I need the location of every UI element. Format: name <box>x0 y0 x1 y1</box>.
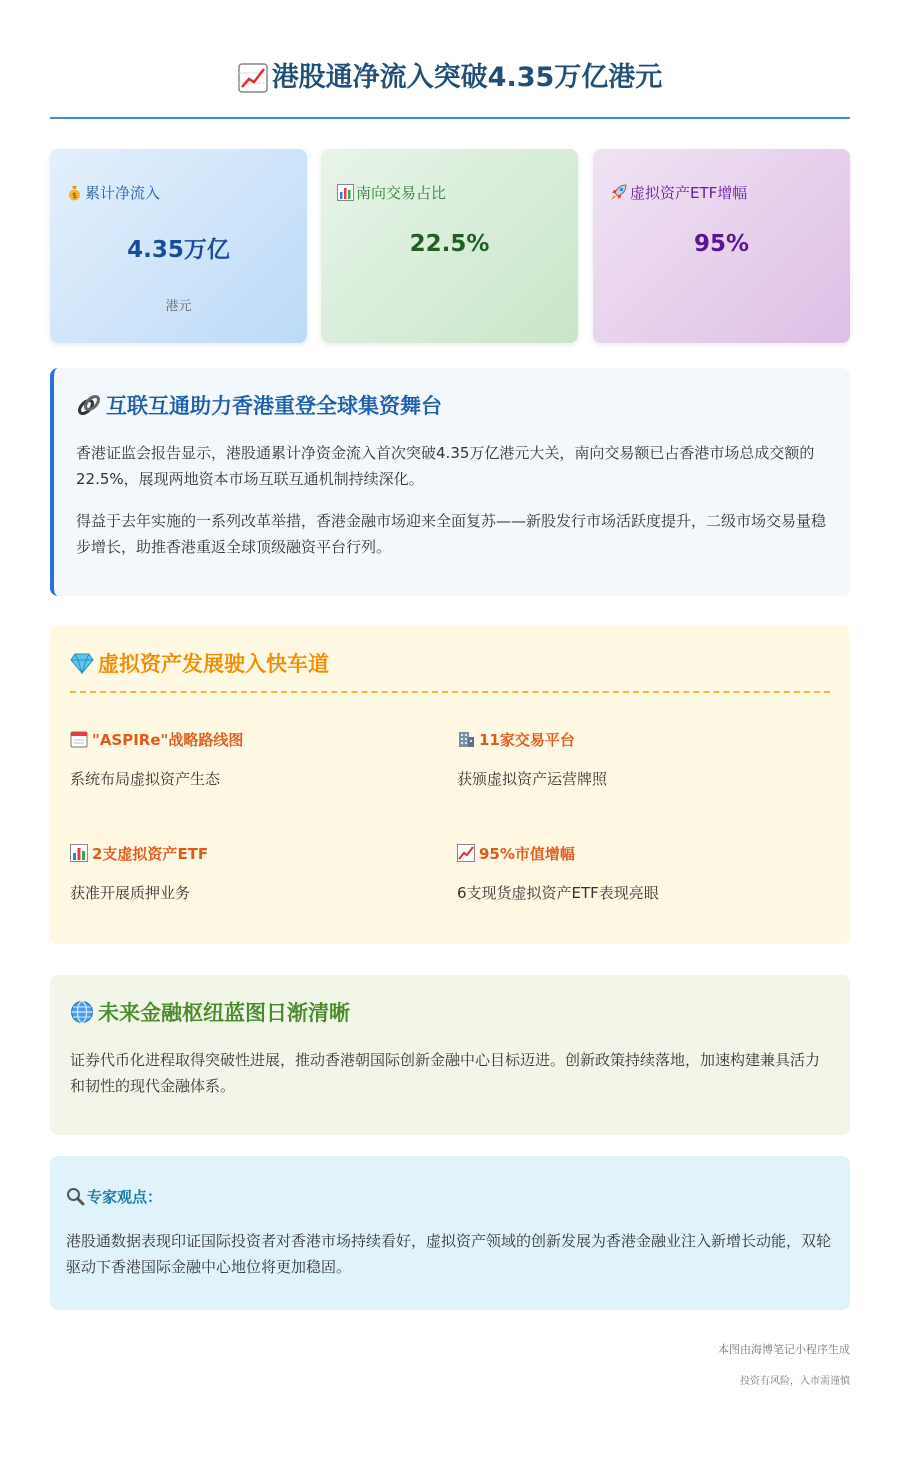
virtual-item-desc: 获准开展质押业务 <box>70 884 191 902</box>
connect-heading-text: 互联互通助力香港重登全球集资舞台 <box>106 394 442 418</box>
connect-paragraph-2: 得益于去年实施的一系列改革举措，香港金融市场迎来全面复苏——新股发行市场活跃度提升，二级市场交易量稳步增长，助推香港重返全球顶级融资平台行列。 <box>76 512 827 556</box>
connect-section <box>50 368 850 596</box>
stat-value-net-inflow: 4.35万亿 <box>127 237 230 263</box>
footer-risk-warning: 投资有风险，入市需谨慎 <box>740 1376 850 1387</box>
stat-unit-net-inflow: 港元 <box>165 299 192 314</box>
footer-generated-by: 本图由海博笔记小程序生成 <box>718 1343 850 1356</box>
virtual-item-title: 2支虚拟资产ETF <box>92 844 209 863</box>
future-section <box>50 975 850 1135</box>
virtual-assets-section <box>50 626 850 944</box>
stat-label-etf-growth: 虚拟资产ETF增幅 <box>630 184 748 202</box>
connect-paragraph-1: 香港证监会报告显示，港股通累计净资金流入首次突破4.35万亿港元大关，南向交易额已占香港市场总成交额的22.5%，展现两地资本市场互联互通机制持续深化。 <box>76 444 815 488</box>
stat-value-etf-growth: 95% <box>693 231 750 257</box>
virtual-item <box>457 726 817 789</box>
future-paragraph: 证券代币化进程取得突破性进展，推动香港朝国际创新金融中心目标迈进。创新政策持续落地，加速构建兼具活力和韧性的现代金融体系。 <box>70 1051 821 1095</box>
expert-heading <box>66 1186 162 1207</box>
virtual-item-desc: 系统布局虚拟资产生态 <box>70 770 221 788</box>
magnifier-icon <box>66 1187 85 1206</box>
future-heading <box>70 997 350 1027</box>
virtual-item-desc: 6支现货虚拟资产ETF表现亮眼 <box>457 884 659 902</box>
virtual-item-title: "ASPIRe"战略路线图 <box>92 730 244 749</box>
stat-label-net-inflow: 累计净流入 <box>85 184 161 202</box>
bar-chart-icon <box>337 184 354 201</box>
expert-section <box>50 1156 850 1310</box>
globe-icon <box>70 1000 94 1024</box>
stat-card-net-inflow <box>50 149 307 343</box>
virtual-item <box>70 726 430 789</box>
expert-heading-text: 专家观点： <box>87 1188 163 1206</box>
stat-card-etf-growth <box>593 149 850 343</box>
rocket-icon <box>609 183 628 202</box>
stat-card-southbound-share <box>321 149 578 343</box>
money-bag-icon <box>66 184 83 201</box>
stat-label-southbound-share: 南向交易占比 <box>356 184 447 202</box>
virtual-item <box>457 840 817 903</box>
stat-value-southbound-share: 22.5% <box>409 231 490 257</box>
page-title <box>238 52 663 104</box>
virtual-heading-text: 虚拟资产发展驶入快车道 <box>98 652 329 676</box>
link-icon <box>76 392 102 418</box>
page-title-text: 港股通净流入突破4.35万亿港元 <box>271 62 663 93</box>
virtual-item-title: 95%市值增幅 <box>479 844 575 863</box>
trend-up-icon <box>238 63 268 93</box>
virtual-item-desc: 获颁虚拟资产运营牌照 <box>457 770 608 788</box>
building-icon <box>457 730 475 748</box>
calendar-icon <box>70 730 88 748</box>
virtual-item-title: 11家交易平台 <box>479 730 575 749</box>
future-heading-text: 未来金融枢纽蓝图日渐清晰 <box>98 1001 350 1025</box>
gem-icon <box>70 652 94 674</box>
divider <box>70 691 830 693</box>
expert-paragraph: 港股通数据表现印证国际投资者对香港市场持续看好，虚拟资产领域的创新发展为香港金融业注入新增长动能，双轮驱动下香港国际金融中心地位将更加稳固。 <box>66 1232 832 1276</box>
trend-up-icon <box>457 844 475 862</box>
title-bar <box>50 52 850 119</box>
virtual-item <box>70 840 430 903</box>
bar-chart-icon <box>70 844 88 862</box>
virtual-heading <box>70 648 329 678</box>
connect-heading <box>76 390 442 420</box>
svg-text:$: $ <box>71 191 78 200</box>
